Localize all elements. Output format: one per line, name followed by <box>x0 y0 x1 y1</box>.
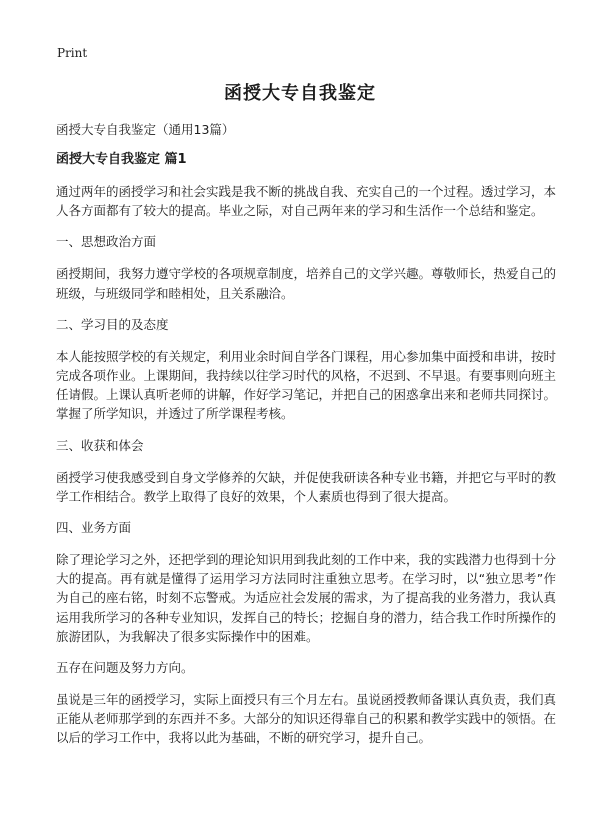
page-title: 函授大专自我鉴定 <box>224 83 376 104</box>
paragraph-intro: 通过两年的函授学习和社会实践是我不断的挑战自我、充实自己的一个过程。透过学习，本人各方面都有了较大的提高。毕业之际，对自己两年来的学习和生活作一个总结和鉴定。 <box>56 184 557 219</box>
section-heading-study: 二、学习目的及态度 <box>56 316 169 332</box>
document-subtitle: 函授大专自我鉴定（通用13篇） <box>56 122 235 137</box>
document-body <box>56 121 556 761</box>
section-heading-business: 四、业务方面 <box>56 520 132 536</box>
section-heading-politics: 一、思想政治方面 <box>56 234 157 250</box>
paragraph-problems: 虽说是三年的函授学习，实际上面授只有三个月左右。虽说函授教师备课认真负责，我们真正能从老师那学到的东西并不多。大部分的知识还得靠自己的积累和教学实践中的领悟。在以后的学习工作中，我将以此为基础，不断的研究学习，提升自己。 <box>56 692 557 746</box>
paragraph-politics: 函授期间，我努力遵守学校的各项规章制度，培养自己的文学兴趣。尊敬师长，热爱自己的班级，与班级同学和睦相处，且关系融洽。 <box>56 266 557 301</box>
print-link[interactable]: Print <box>57 46 88 60</box>
paragraph-gains: 函授学习使我感受到自身文学修养的欠缺，并促使我研读各种专业书籍，并把它与平时的教学工作相结合。教学上取得了良好的效果，个人素质也得到了很大提高。 <box>56 469 557 504</box>
paragraph-business: 除了理论学习之外，还把学到的理论知识用到我此刻的工作中来，我的实践潜力也得到十分大的提高。再有就是懂得了运用学习方法同时注重独立思考。在学习时，以“独立思考”作为自己的座右铭，时刻不忘警戒。为适应社会发展的需求，为了提高我的业务潜力，我认真运用我所学习的各种专业知识，发挥自己的特长；挖掘自身的潜力，结合我工作时所操作的旅游团队，为我解决了很多实际操作中的困难。 <box>56 552 557 644</box>
article-title: 函授大专自我鉴定 篇1 <box>56 152 187 167</box>
section-heading-problems: 五存在问题及努力方向。 <box>56 660 194 676</box>
paragraph-study: 本人能按照学校的有关规定，利用业余时间自学各门课程，用心参加集中面授和串讲，按时完成各项作业。上课期间，我持续以往学习时代的风格，不迟到、不早退。有要事则向班主任请假。上课认真听老师的讲解，作好学习笔记，并把自己的困惑拿出来和老师共同探讨。掌握了所学知识，并透过了所学课程考核。 <box>56 348 557 422</box>
section-heading-gains: 三、收获和体会 <box>56 437 144 453</box>
